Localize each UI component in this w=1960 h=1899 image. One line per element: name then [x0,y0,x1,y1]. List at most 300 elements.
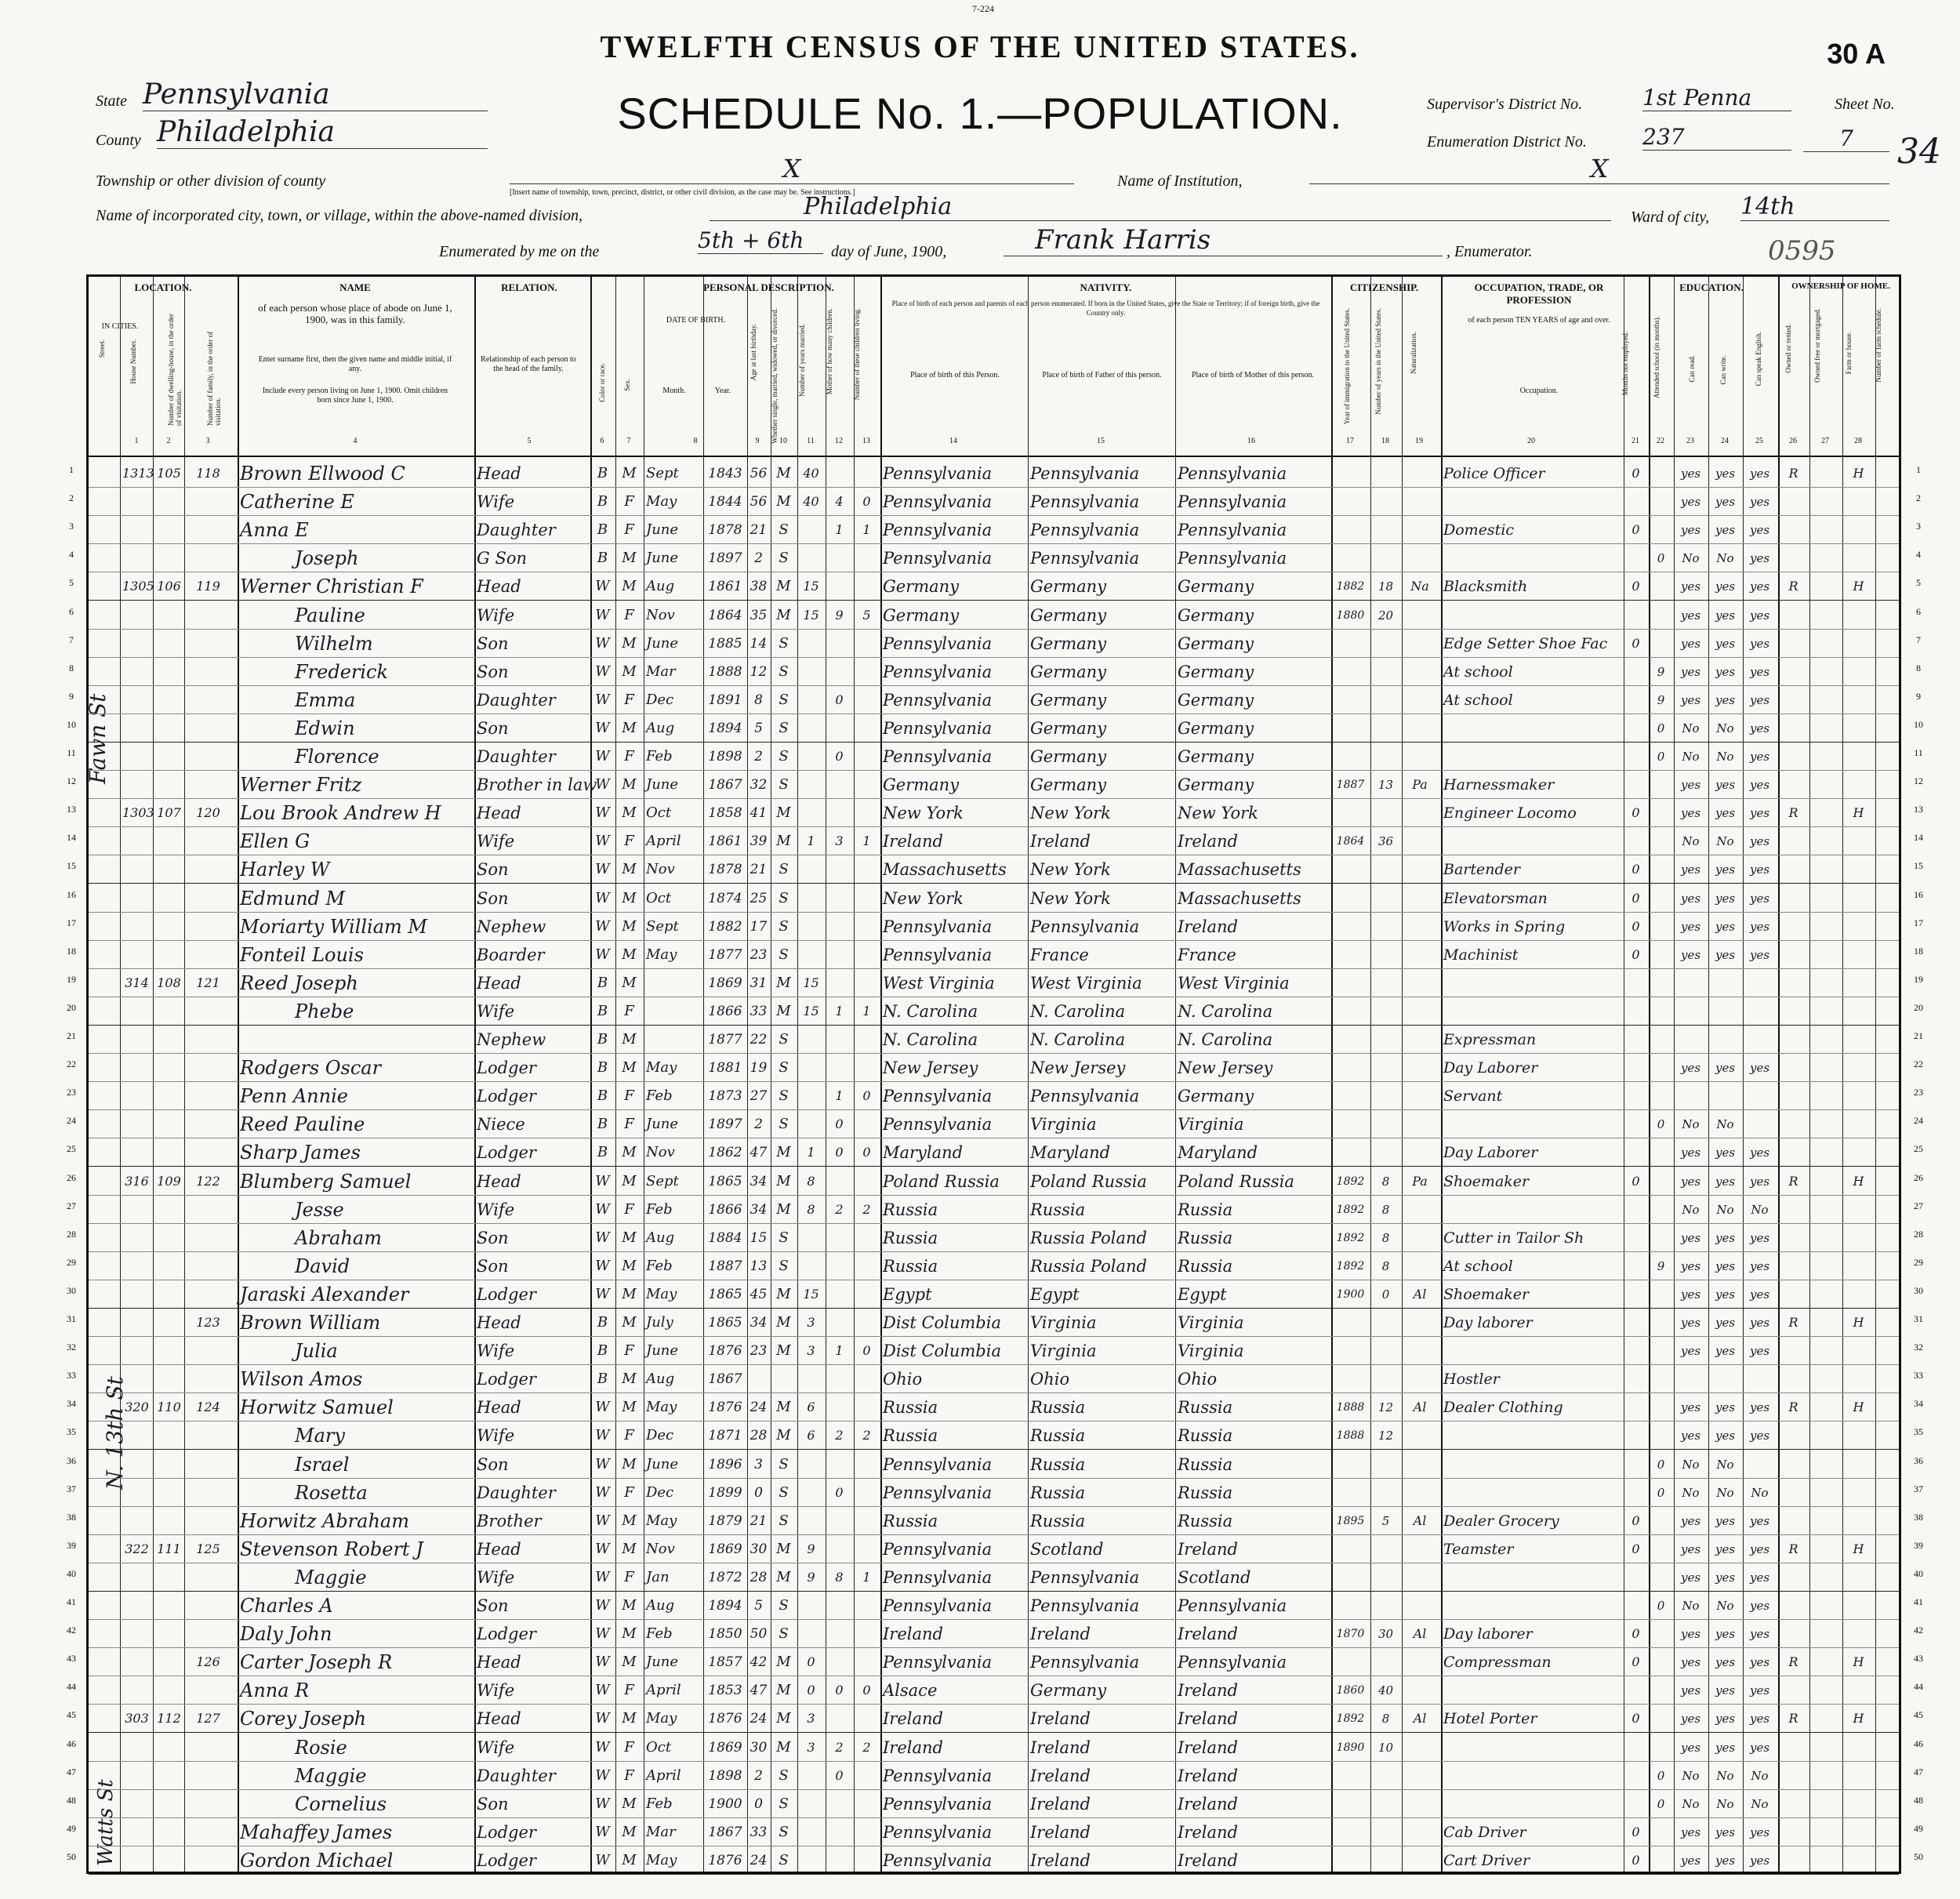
cell-sex: M [622,1823,637,1840]
cell-rd: yes [1680,778,1701,793]
line-number: 48 [67,1794,76,1806]
cell-pob: Pennsylvania [883,1794,993,1814]
cell-year: 1897 [708,550,742,567]
cell-en: yes [1749,1599,1770,1613]
cell-pob: Pennsylvania [883,1766,993,1785]
cell-yus [1373,1594,1399,1618]
column-number: 25 [1755,437,1763,445]
cell-mne: 0 [1632,635,1640,651]
header-name-note1: Enter surname first, then the given name and middle initial, if any. [258,355,452,373]
cell-fm [1812,1821,1839,1844]
cell-cl [856,745,877,768]
cell-pobf: Germany [1030,662,1107,681]
line-number: 35 [1914,1426,1923,1438]
cell-house [122,830,151,853]
cell-color: W [595,946,610,963]
cell-mar: M [776,606,791,623]
cell-fh [1845,1424,1872,1447]
cell-fm [1812,546,1839,570]
cell-en: yes [1749,1683,1770,1698]
cell-fam: 121 [196,975,220,990]
cell-own [1780,688,1806,712]
cell-pob: Pennsylvania [883,917,993,936]
cell-pobm: Russia [1178,1256,1233,1276]
cell-color: B [597,1371,608,1388]
cell-pobf: Russia [1030,1426,1086,1446]
cell-wr: yes [1715,1513,1736,1528]
table-row [89,1450,1899,1479]
cell-month: Oct [646,889,672,906]
cell-dw [155,745,183,768]
cell-year: 1900 [708,1796,742,1812]
cell-fh [1845,518,1872,542]
cell-en: yes [1749,750,1770,764]
cell-house [122,1792,151,1816]
cell-house [122,1141,151,1164]
line-number: 29 [67,1256,76,1268]
cell-rd: No [1682,1796,1700,1811]
cell-rd: No [1682,1457,1700,1472]
cell-fam [187,1764,230,1788]
cell-wr: yes [1715,467,1736,481]
cell-sch: 0 [1657,1599,1665,1613]
line-number: 26 [67,1171,76,1183]
cell-cl [856,1028,877,1051]
cell-mar: S [779,1059,789,1077]
cell-color: B [597,1087,608,1105]
cell-name: Horwitz Samuel [240,1396,394,1419]
cell-moc [828,1056,851,1080]
column-number: 9 [755,437,760,445]
cell-mne: 0 [1632,1824,1640,1839]
cell-en: yes [1749,664,1770,679]
cell-year: 1844 [708,494,742,510]
cell-yus: 8 [1381,1174,1390,1189]
cell-name: Rosetta [295,1481,368,1504]
header-write: Can write. [1719,355,1727,385]
cell-own [1780,1283,1806,1306]
cell-sex: M [622,946,637,963]
cell-color: W [595,663,610,680]
cell-pob: Russia [883,1398,938,1418]
cell-own [1780,1622,1806,1646]
cell-occ [1443,1764,1620,1788]
cell-own [1780,1679,1806,1702]
cell-rd: No [1682,1117,1700,1132]
cell-age: 39 [750,833,768,850]
cell-nat: Al [1413,1626,1427,1642]
cell-name: David [295,1255,350,1277]
cell-name: Gordon Michael [240,1849,394,1872]
cell-pobf: Ireland [1030,1794,1091,1814]
cell-dw [155,830,183,853]
cell-mar: M [776,1540,791,1557]
cell-fm [1812,1594,1839,1618]
cell-cl: 0 [862,494,871,510]
cell-rd: yes [1680,862,1701,877]
cell-own [1780,773,1806,797]
header-farm-house: Farm or house. [1845,332,1853,375]
cell-house [122,943,151,967]
line-number: 26 [1914,1171,1923,1183]
cell-color: W [595,1738,610,1756]
cell-pobf: Germany [1030,577,1107,597]
cell-pob: Dist Columbia [883,1313,1001,1332]
cell-mar: S [779,1823,789,1840]
cell-imm [1334,1821,1367,1844]
cell-occ [1443,1736,1620,1759]
cell-house [122,1226,151,1250]
cell-moc [828,773,851,797]
cell-cl [856,1481,877,1505]
header-age: Age at last birthday. [750,324,757,381]
table-row [89,798,1899,827]
cell-imm [1334,1764,1367,1788]
cell-occ: At school [1443,1257,1513,1275]
supervisor-label: Supervisor's District No. [1427,96,1583,113]
cell-pobf: N. Carolina [1030,1001,1126,1021]
cell-yus [1373,490,1399,514]
cell-mne [1626,1226,1646,1250]
column-number: 13 [862,437,870,445]
cell-sch [1651,1849,1671,1872]
cell-wr: No [1716,834,1734,849]
line-number: 18 [67,945,76,957]
cell-pobf: Ireland [1030,1822,1091,1842]
cell-fm [1812,1170,1839,1193]
cell-month: Aug [646,578,675,595]
cell-year: 1898 [708,749,742,764]
cell-pob: New Jersey [883,1058,978,1078]
cell-mne [1626,1481,1646,1505]
line-number: 9 [69,690,74,702]
line-number: 37 [67,1483,76,1494]
cell-occ: Bartender [1443,861,1520,879]
cell-name: Cornelius [295,1792,387,1815]
cell-mne [1626,604,1646,627]
cell-dw [155,1453,183,1476]
cell-imm [1334,490,1367,514]
cell-pob: Pennsylvania [883,1850,993,1870]
cell-mar: S [779,1851,789,1868]
cell-mar: M [776,1200,791,1218]
cell-moc [828,1509,851,1533]
cell-age: 23 [750,1343,768,1360]
cell-month: Jan [646,1568,670,1585]
cell-imm: 1892 [1336,1259,1365,1273]
cell-age: 2 [754,749,763,764]
cell-moc [828,1396,851,1419]
cell-fm [1812,1255,1839,1278]
cell-yus [1373,1481,1399,1505]
cell-rel: Son [477,860,509,880]
cell-dw [155,1622,183,1646]
cell-nat: Pa [1412,777,1428,793]
table-row [89,657,1899,686]
cell-color: W [595,1285,610,1302]
cell-en: yes [1749,551,1770,566]
cell-sex: M [622,1314,637,1331]
cell-pobm: Ireland [1178,1737,1238,1757]
cell-fam: 126 [196,1654,220,1670]
cell-nat [1404,943,1436,967]
cell-color: W [595,1540,610,1557]
cell-mar: M [776,1144,791,1161]
cell-occ: Elevatorsman [1443,889,1548,907]
line-number: 20 [1914,1001,1923,1013]
cell-imm [1334,1367,1367,1391]
table-row [89,968,1899,997]
cell-pobf: New Jersey [1030,1058,1126,1078]
cell-name: Abraham [295,1226,382,1249]
cell-sex: M [622,917,637,935]
line-number: 11 [1914,747,1923,758]
line-number: 23 [1914,1087,1923,1098]
cell-pobm: Russia [1178,1426,1233,1446]
line-number: 10 [1914,718,1923,730]
cell-name: Werner Fritz [240,774,362,797]
cell-sch [1651,1339,1671,1363]
table-row [89,884,1899,913]
cell-pobf: Scotland [1030,1539,1104,1559]
line-number: 14 [67,832,76,844]
cell-house [122,887,151,910]
header-pob-mother: Place of birth of Mother of this person. [1191,371,1315,379]
cell-fam [187,546,230,570]
township-value: X [510,154,1074,184]
cell-sch [1651,490,1671,514]
cell-moc [828,717,851,740]
cell-sex: F [624,1002,634,1019]
cell-nat [1404,745,1436,768]
cell-fh [1845,745,1872,768]
cell-rd: yes [1680,891,1701,906]
line-number: 27 [67,1200,76,1211]
cell-mar: S [779,550,789,567]
cell-imm: 1892 [1336,1203,1365,1216]
cell-fm [1812,773,1839,797]
cell-pobm: Germany [1178,634,1254,653]
cell-fm [1812,1056,1839,1080]
cell-color: W [595,1851,610,1868]
cell-imm [1334,1594,1367,1618]
cell-nat [1404,1339,1436,1363]
cell-name: Ellen G [240,830,310,853]
cell-en: yes [1749,806,1770,821]
cell-occ: Shoemaker [1443,1172,1530,1190]
cell-own [1780,1226,1806,1250]
cell-cl [856,1764,877,1788]
cell-pob: Russia [883,1228,938,1247]
cell-fh [1845,1679,1872,1702]
cell-sch [1651,1821,1671,1844]
cell-sch [1651,1226,1671,1250]
cell-dw [155,490,183,514]
cell-imm [1334,1113,1367,1136]
cell-wr: yes [1715,1655,1736,1670]
cell-occ: Compressman [1443,1654,1552,1672]
cell-own: R [1788,1400,1798,1415]
cell-en: yes [1749,495,1770,510]
column-number: 24 [1721,437,1729,445]
cell-year: 1894 [708,720,742,736]
cell-color: W [595,1229,610,1246]
column-number: 7 [626,437,631,445]
cell-dw [155,773,183,797]
header-name-note2: Include every person living on June 1, 1900. Omit children born since June 1, 1900. [262,387,448,405]
cell-fam [187,887,230,910]
cell-wr: yes [1715,1146,1736,1160]
cell-fam [187,1509,230,1533]
cell-dw [155,1594,183,1618]
cell-rd [1676,1028,1705,1051]
cell-house [122,1113,151,1136]
cell-cl [856,1538,877,1561]
table-row [89,1167,1899,1196]
cell-wr: yes [1715,862,1736,877]
cell-pobm: Virginia [1178,1313,1244,1332]
header-family: Number of family, in the order of visitation. [206,331,222,426]
cell-sch: 9 [1657,664,1665,679]
cell-dw [155,1792,183,1816]
header-house-number: House Number. [129,339,137,384]
cell-year: 1869 [708,1541,742,1557]
cell-color: W [595,1172,610,1189]
cell-pobf: Russia [1030,1483,1086,1502]
cell-rd: yes [1680,1061,1701,1076]
cell-en: yes [1749,721,1770,735]
cell-fam [187,915,230,939]
cell-en: yes [1749,778,1770,793]
cell-fh [1845,1113,1872,1136]
cell-moc [828,971,851,995]
cell-dw [155,688,183,712]
cell-sch: 9 [1657,692,1665,707]
cell-ym [800,745,822,768]
cell-nat: Al [1413,1512,1427,1528]
cell-month: Dec [646,1427,674,1444]
cell-pobm: Ireland [1178,832,1238,851]
header-immigration: Year of immigration to the United States. [1343,308,1351,425]
cell-occ [1443,1453,1620,1476]
cell-yus [1373,688,1399,712]
cell-imm [1334,1481,1367,1505]
cell-rd: yes [1680,1344,1701,1359]
cell-occ: At school [1443,691,1513,709]
cell-house: 1313 [122,466,154,481]
cell-cl: 0 [862,1088,871,1104]
cell-month: Feb [646,1087,673,1105]
cell-en: yes [1749,1400,1770,1415]
cell-year: 1871 [708,1428,742,1444]
cell-nat: Al [1413,1711,1427,1727]
cell-own [1780,943,1806,967]
cell-nat [1404,660,1436,684]
cell-imm [1334,660,1367,684]
cell-moc [828,1453,851,1476]
line-number: 22 [1914,1058,1923,1070]
cell-pobm: N. Carolina [1178,1001,1273,1021]
header-color: Color or race. [598,363,606,402]
cell-wr: yes [1715,947,1736,962]
cell-fam [187,830,230,853]
supervisor-value: 1st Penna [1642,85,1791,111]
cell-nat [1404,1198,1436,1222]
cell-mar: S [779,719,789,736]
cell-dw: 105 [157,466,181,481]
cell-imm [1334,1311,1367,1334]
cell-cl [856,1707,877,1730]
cell-house [122,490,151,514]
ward-label: Ward of city, [1631,209,1710,226]
cell-wr: yes [1715,891,1736,906]
line-number: 15 [67,860,76,872]
cell-fh [1845,632,1872,655]
cell-fm [1812,604,1839,627]
cell-house [122,1084,151,1108]
table-row [89,1789,1899,1818]
cell-fam: 124 [196,1400,220,1415]
cell-fh: H [1853,1400,1864,1415]
cell-fam [187,1622,230,1646]
cell-sex: M [622,1597,637,1614]
cell-yus [1373,1566,1399,1589]
column-number: 28 [1854,437,1862,445]
header-citizenship: CITIZENSHIP. [1349,281,1419,293]
cell-occ [1443,1679,1620,1702]
line-number: 19 [1914,973,1923,985]
cell-fh [1845,1339,1872,1363]
cell-imm [1334,1141,1367,1164]
cell-nat [1404,1084,1436,1108]
cell-age: 8 [754,692,763,708]
cell-moc [828,943,851,967]
cell-fam [187,1283,230,1306]
cell-fam [187,1084,230,1108]
cell-fam: 127 [196,1711,220,1727]
cell-sch [1651,943,1671,967]
line-number: 38 [1914,1511,1923,1523]
street-note-1: Fawn St [85,693,111,784]
cell-rd: yes [1680,1570,1701,1585]
cell-nat [1404,1367,1436,1391]
cell-mar: S [779,1795,789,1812]
cell-age: 56 [750,494,768,510]
cell-sex: M [622,974,637,991]
cell-color: W [595,776,610,793]
cell-fm [1812,717,1839,740]
cell-year: 1876 [708,1711,742,1727]
cell-fh: H [1853,466,1864,481]
cell-own [1780,1849,1806,1872]
cell-imm [1334,971,1367,995]
line-number: 20 [67,1001,76,1013]
cell-month: Feb [646,748,673,764]
cell-fh: H [1853,1315,1864,1330]
column-number: 22 [1657,437,1664,445]
cell-pobm: France [1178,945,1236,964]
cell-ym: 8 [807,1173,815,1189]
cell-month: July [646,1314,673,1331]
cell-en: yes [1749,1853,1770,1868]
cell-fh [1845,1566,1872,1589]
cell-fm [1812,688,1839,712]
cell-color: W [595,1823,610,1840]
cell-age: 0 [754,1796,763,1812]
cell-fh [1845,1792,1872,1816]
cell-age: 21 [750,862,768,878]
cell-age: 17 [750,918,768,935]
